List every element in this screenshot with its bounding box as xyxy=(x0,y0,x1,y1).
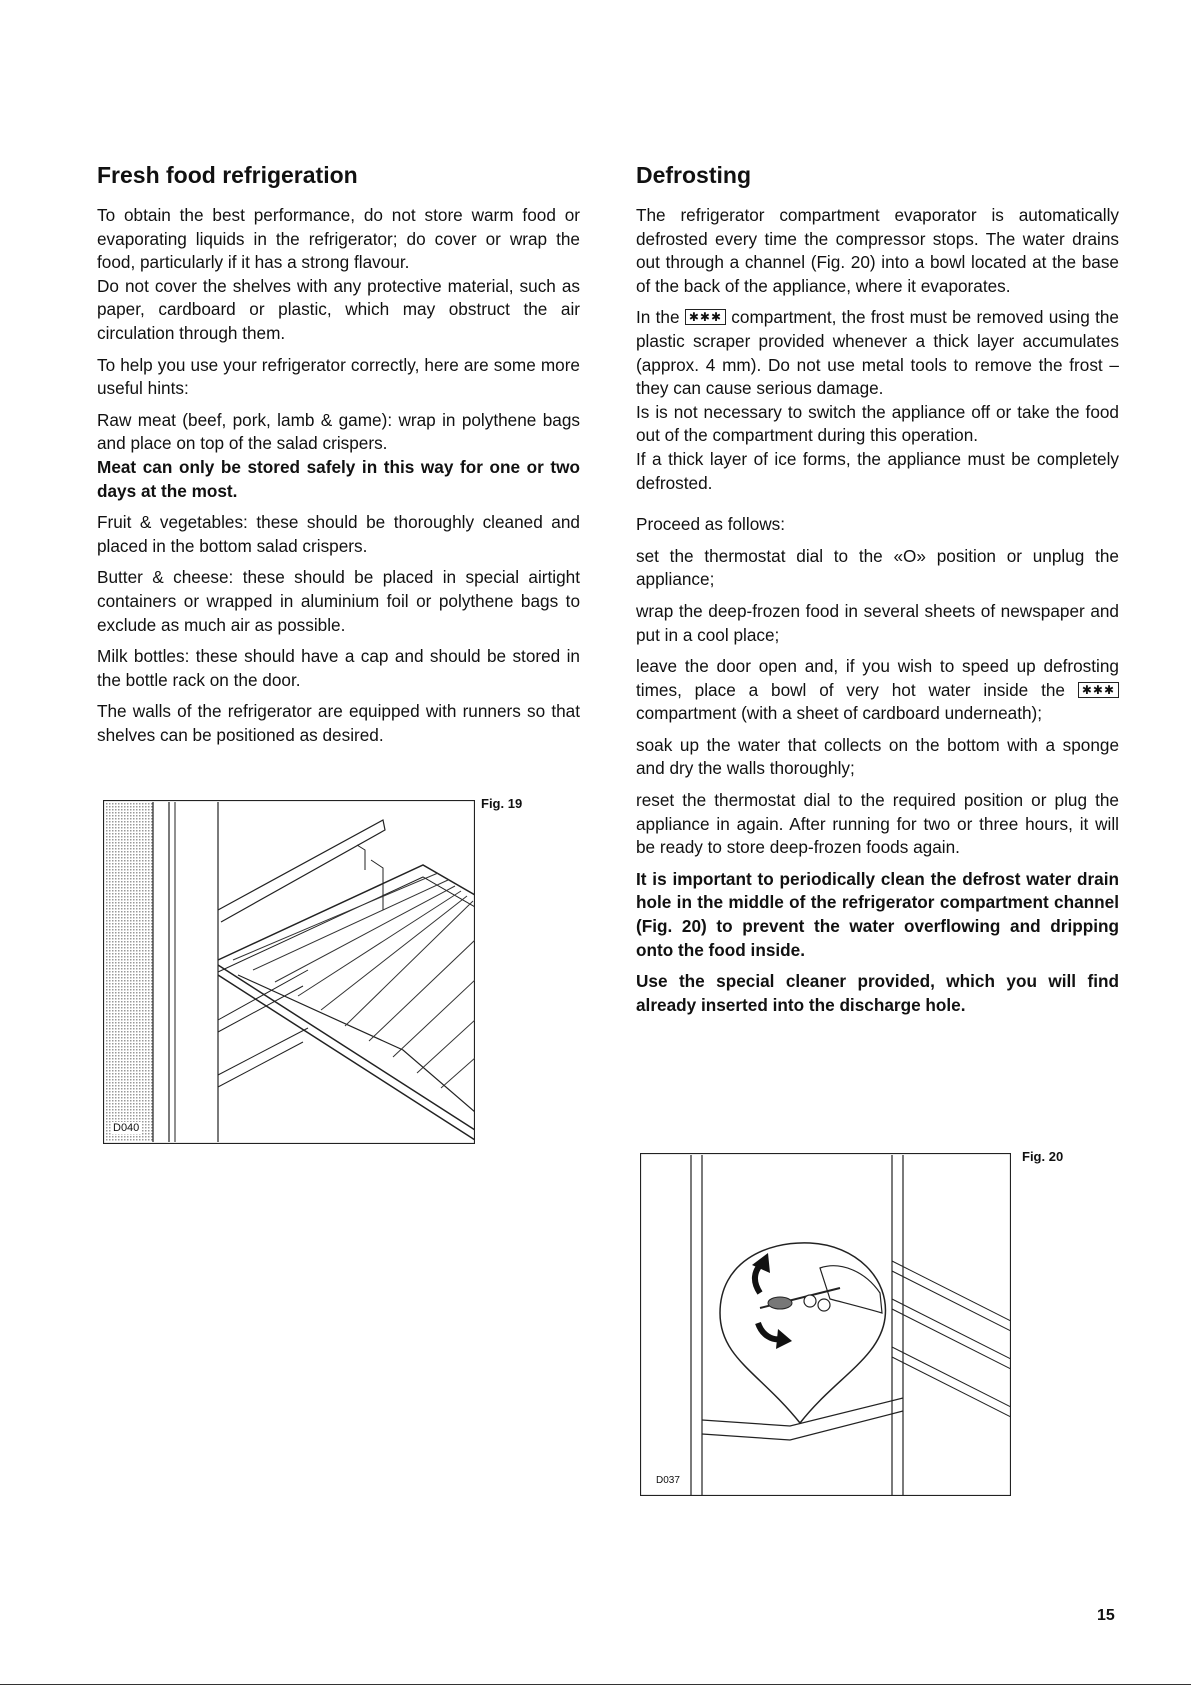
paragraph: To help you use your refrigerator correctly, here are some more useful hints: xyxy=(97,354,580,399)
warning-paragraph: Meat can only be stored safely in this way for one or two days at the most. xyxy=(97,456,580,501)
figure-code: D037 xyxy=(656,1475,680,1486)
text-segment: leave the door open and, if you wish to speed up defrosting times, place a bowl of very hot water inside the xyxy=(636,656,1119,700)
right-column xyxy=(636,160,1119,1025)
text-segment: In the xyxy=(636,307,680,328)
step-paragraph: wrap the deep-frozen food in several sheets of newspaper and put in a cool place; xyxy=(636,600,1119,645)
paragraph: To obtain the best performance, do not store warm food or evaporating liquids in the refrigerator; do cover or wrap the food, particularly if it has a strong flavour. xyxy=(97,205,580,273)
step-paragraph: soak up the water that collects on the bottom with a sponge and dry the walls thoroughly; xyxy=(636,734,1119,779)
text-segment: compartment (with a sheet of cardboard underneath); xyxy=(636,703,1043,724)
paragraph: Milk bottles: these should have a cap and should be stored in the bottle rack on the door. xyxy=(97,646,580,690)
page-number: 15 xyxy=(1097,1607,1115,1624)
paragraph: The walls of the refrigerator are equipped with runners so that shelves can be positioned as desired. xyxy=(97,701,580,745)
paragraph xyxy=(636,306,1119,400)
figure-code: D040 xyxy=(113,1122,140,1134)
step-paragraph: set the thermostat dial to the «O» position or unplug the appliance; xyxy=(636,545,1119,590)
fresh-food-heading: Fresh food refrigeration xyxy=(97,162,358,188)
paragraph: If a thick layer of ice forms, the appliance must be completely defrosted. xyxy=(636,448,1119,493)
paragraph: Raw meat (beef, pork, lamb & game): wrap in polythene bags and place on top of the salad crispers. xyxy=(97,409,580,454)
freezer-star-icon: ✱✱✱ xyxy=(1078,682,1119,698)
paragraph: Is is not necessary to switch the appliance off or take the food out of the compartment during this operation. xyxy=(636,401,1119,446)
freezer-star-icon: ✱✱✱ xyxy=(685,309,726,325)
paragraph: Do not cover the shelves with any protective material, such as paper, cardboard or plastic, which may obstruct the air circulation through them. xyxy=(97,275,580,343)
figure-19-label: Fig. 19 xyxy=(481,796,523,811)
important-paragraph: Use the special cleaner provided, which you will find already inserted into the discharge hole. xyxy=(636,971,1119,1015)
defrosting-heading: Defrosting xyxy=(636,162,751,188)
shelf-illustration xyxy=(103,800,475,1144)
paragraph: Butter & cheese: these should be placed in special airtight containers or wrapped in aluminium foil or polythene bags to exclude as much air as possible. xyxy=(97,567,580,635)
important-paragraph: It is important to periodically clean the defrost water drain hole in the middle of the refrigerator compartment channel (Fig. 20) to prevent the water overflowing and dripping onto the food inside. xyxy=(636,868,1119,960)
paragraph: Proceed as follows: xyxy=(636,514,786,535)
figure-20 xyxy=(640,1153,1011,1496)
step-paragraph: reset the thermostat dial to the required position or plug the appliance in again. After running for two or three hours, it will be ready to store deep-frozen foods again. xyxy=(636,790,1119,858)
text-segment: compartment, the frost must be removed using the plastic scraper provided whenever a thick layer accumulates (approx. 4 mm). Do not use metal tools to remove the frost – they can cause serious damage. xyxy=(636,307,1119,399)
figure-20-label: Fig. 20 xyxy=(1022,1149,1064,1164)
drain-hole-illustration xyxy=(640,1153,1011,1496)
step-paragraph xyxy=(636,655,1119,726)
paragraph: Fruit & vegetables: these should be thoroughly cleaned and placed in the bottom salad crispers. xyxy=(97,512,580,556)
paragraph: The refrigerator compartment evaporator is automatically defrosted every time the compressor stops. The water drains out through a channel (Fig. 20) into a bowl located at the base of the back of the appliance, where it evaporates. xyxy=(636,205,1119,296)
figure-19 xyxy=(103,800,475,1144)
left-column xyxy=(97,160,580,755)
